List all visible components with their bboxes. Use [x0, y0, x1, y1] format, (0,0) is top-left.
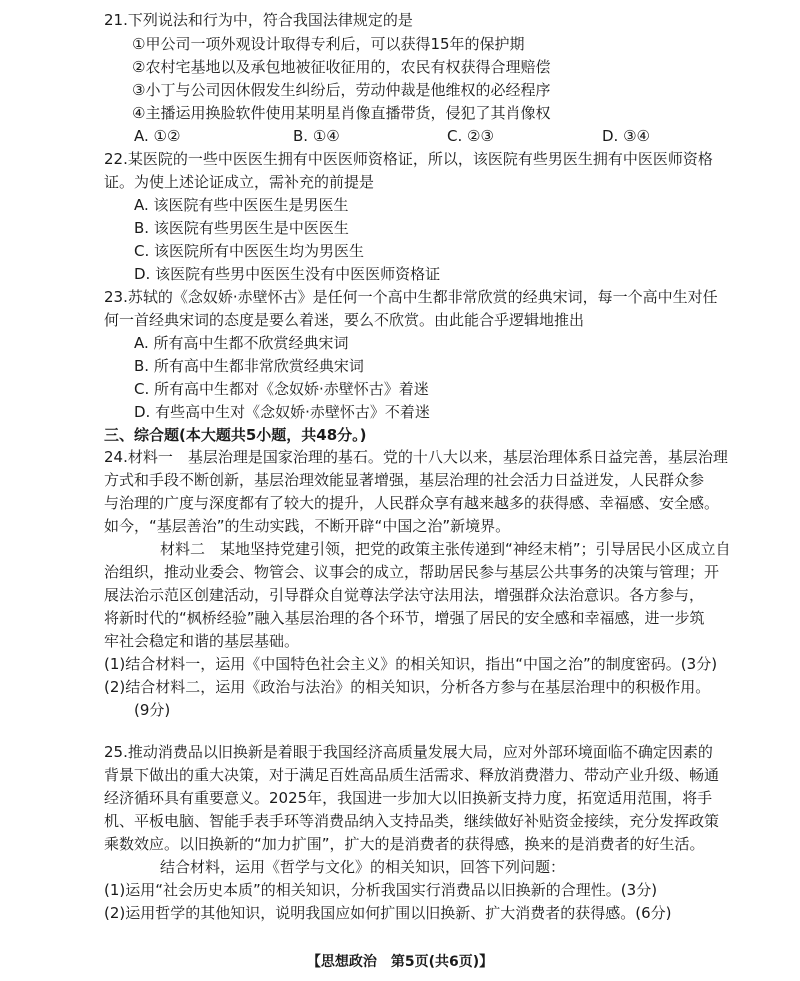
q23-option-b: B. 所有高中生都非常欣赏经典宋词	[134, 357, 364, 375]
q25-line-1: 25.推动消费品以旧换新是着眼于我国经济高质量发展大局，应对外部环境面临不确定因素的	[104, 743, 713, 761]
q24-line-7: 展法治示范区创建活动，引导群众自觉尊法学法守法用法，增强群众法治意识。各方参与，	[104, 586, 705, 604]
q24-line-3: 与治理的广度与深度都有了较大的提升，人民群众享有越来越多的获得感、幸福感、安全感。	[104, 494, 720, 512]
q21-statement-3: ③小丁与公司因休假发生纠纷后，劳动仲裁是他维权的必经程序	[132, 81, 551, 99]
q21-statement-2: ②农村宅基地以及承包地被征收征用的，农民有权获得合理赔偿	[132, 58, 551, 76]
page-footer: 【思想政治 第5页(共6页)】	[306, 954, 494, 970]
q24-subquestion-1: (1)结合材料一，运用《中国特色社会主义》的相关知识，指出“中国之治”的制度密码。(3分)	[104, 655, 718, 673]
q24-line-6: 治组织，推动业委会、物管会、议事会的成立，帮助居民参与基层公共事务的决策与管理；开	[104, 563, 720, 581]
q22-option-b: B. 该医院有些男医生是中医医生	[134, 219, 349, 237]
q21-statement-4: ④主播运用换脸软件使用某明星肖像直播带货，侵犯了其肖像权	[132, 104, 551, 122]
q22-option-d: D. 该医院有些男中医医生没有中医医师资格证	[134, 265, 441, 283]
q21-options	[0, 126, 800, 146]
q23-stem-line-1: 23.苏轼的《念奴娇·赤壁怀古》是任何一个高中生都非常欣赏的经典宋词，每一个高中生对任	[104, 288, 718, 306]
q21-option-d: D. ③④	[602, 127, 650, 145]
q25-line-3: 经济循环具有重要意义。2025年，我国进一步加大以旧换新支持力度，拓宽适用范围，将手	[104, 789, 713, 807]
q21-statement-1: ①甲公司一项外观设计取得专利后，可以获得15年的保护期	[132, 35, 525, 53]
q21-option-a: A. ①②	[134, 127, 181, 145]
q24-line-8: 将新时代的“枫桥经验”融入基层治理的各个环节，增强了居民的安全感和幸福感，进一步筑	[104, 609, 705, 627]
q25-line-2: 背景下做出的重大决策，对于满足百姓高品质生活需求、释放消费潜力、带动产业升级、畅通	[104, 766, 720, 784]
q22-option-a: A. 该医院有些中医医生是男医生	[134, 196, 349, 214]
q21-option-c: C. ②③	[447, 127, 494, 145]
q25-subquestion-2: (2)运用哲学的其他知识，说明我国应如何扩围以旧换新、扩大消费者的获得感。(6分)	[104, 904, 672, 922]
q23-option-d: D. 有些高中生对《念奴娇·赤壁怀古》不着迷	[134, 403, 430, 421]
q24-line-4: 如今，“基层善治”的生动实践，不断开辟“中国之治”新境界。	[104, 517, 511, 535]
section-3-heading: 三、综合题(本大题共5小题，共48分。)	[104, 426, 367, 444]
q22-stem-line-1: 22.某医院的一些中医医生拥有中医医师资格证，所以，该医院有些男医生拥有中医医师资格	[104, 150, 713, 168]
q25-line-4: 机、平板电脑、智能手表手环等消费品纳入支持品类，继续做好补贴资金接续，充分发挥政策	[104, 812, 720, 830]
q24-line-1: 24.材料一 基层治理是国家治理的基石。党的十八大以来，基层治理体系日益完善，基层治理	[104, 448, 728, 466]
q22-option-c: C. 该医院所有中医医生均为男医生	[134, 242, 365, 260]
q24-line-5: 材料二 某地坚持党建引领，把党的政策主张传递到“神经末梢”；引导居民小区成立自	[160, 540, 731, 558]
q23-stem-line-2: 何一首经典宋词的态度是要么着迷，要么不欣赏。由此能合乎逻辑地推出	[104, 311, 585, 329]
q24-subquestion-2-score: (9分)	[134, 701, 171, 719]
q24-subquestion-2: (2)结合材料二，运用《政治与法治》的相关知识，分析各方参与在基层治理中的积极作用。	[104, 678, 711, 696]
q25-line-5: 乘数效应。以旧换新的“加力扩围”，扩大的是消费者的获得感，换来的是消费者的好生活。	[104, 835, 705, 853]
q25-subquestion-1: (1)运用“社会历史本质”的相关知识，分析我国实行消费品以旧换新的合理性。(3分)	[104, 881, 658, 899]
q24-line-9: 牢社会稳定和谐的基层基础。	[104, 632, 300, 650]
q25-instruction: 结合材料，运用《哲学与文化》的相关知识，回答下列问题：	[160, 858, 566, 876]
q24-line-2: 方式和手段不断创新，基层治理效能显著增强，基层治理的社会活力日益迸发，人民群众参	[104, 471, 705, 489]
q21-option-b: B. ①④	[293, 127, 340, 145]
q21-stem: 21.下列说法和行为中，符合我国法律规定的是	[104, 11, 413, 29]
q22-stem-line-2: 证。为使上述论证成立，需补充的前提是	[104, 173, 375, 191]
q23-option-a: A. 所有高中生都不欣赏经典宋词	[134, 334, 349, 352]
q23-option-c: C. 所有高中生都对《念奴娇·赤壁怀古》着迷	[134, 380, 429, 398]
